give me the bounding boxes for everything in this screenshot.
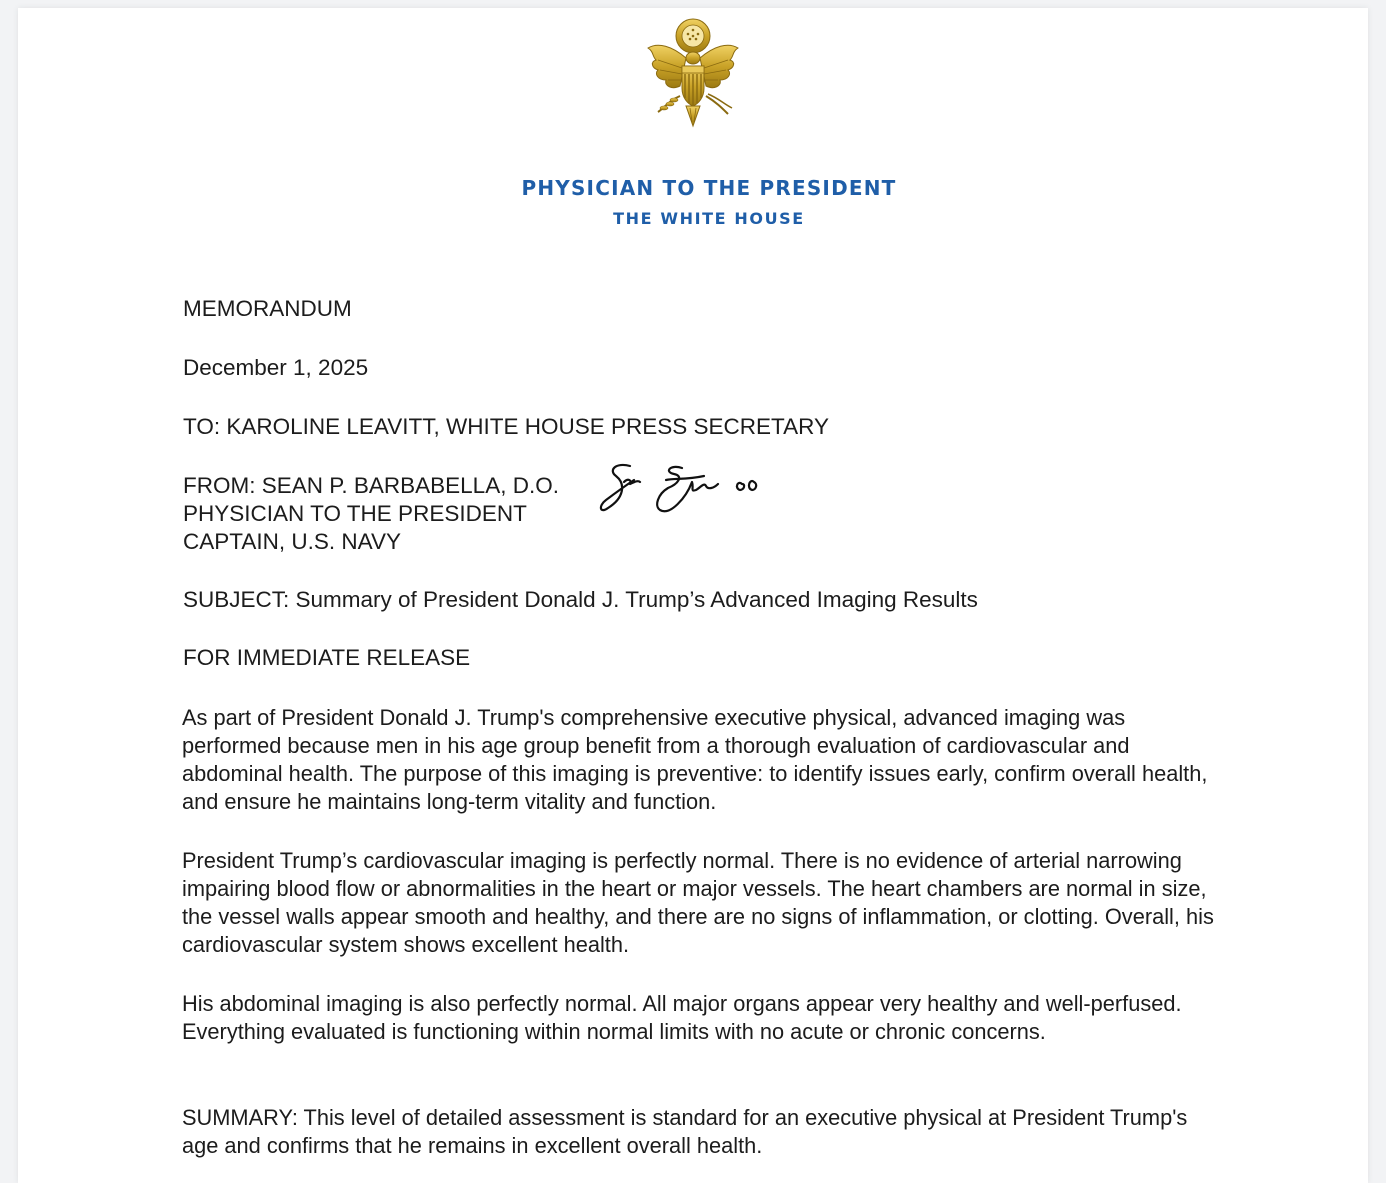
memo-from-title: PHYSICIAN TO THE PRESIDENT: [183, 501, 527, 526]
paragraph-abdominal: His abdominal imaging is also perfectly normal. All major organs appear very healthy and well-perfused. Everything evaluated is functioning within normal limits with no acute or chronic concerns.: [182, 991, 1182, 1044]
memo-from: FROM: SEAN P. BARBABELLA, D.O.: [183, 473, 559, 498]
paragraph-summary: SUMMARY: This level of detailed assessment is standard for an executive physical at President Trump's age and confirms that he remains in excellent overall health.: [182, 1105, 1188, 1158]
memo-from-rank: CAPTAIN, U.S. NAVY: [183, 529, 401, 554]
memo-to: TO: KAROLINE LEAVITT, WHITE HOUSE PRESS SECRETARY: [183, 414, 829, 439]
memo-type: MEMORANDUM: [183, 296, 352, 321]
paragraph-cardiovascular: President Trump’s cardiovascular imaging is perfectly normal. There is no evidence of arterial narrowing impairing blood flow or abnormalities in the heart or major vessels. The heart chambers are normal in size, the vessel walls appear smooth and healthy, and there are no signs of inflammation, or clotting. Overall, his cardiovascular system shows excellent health.: [182, 848, 1214, 957]
memo-date: December 1, 2025: [183, 355, 369, 380]
memo-subject: SUBJECT: Summary of President Donald J. Trump’s Advanced Imaging Results: [183, 587, 978, 612]
signature: [594, 458, 774, 522]
presidential-seal-icon: [636, 8, 748, 132]
letterhead-subtitle: THE WHITE HOUSE: [613, 209, 805, 228]
paragraph-intro: As part of President Donald J. Trump's comprehensive executive physical, advanced imaging was performed because men in his age group benefit from a thorough evaluation of cardiovascular and abdominal health. The purpose of this imaging is preventive: to identify issues early, confirm overall health, and ensure he maintains long-term vitality and function.: [182, 705, 1208, 814]
letterhead-title: PHYSICIAN TO THE PRESIDENT: [521, 176, 897, 200]
memo-release: FOR IMMEDIATE RELEASE: [183, 645, 471, 670]
